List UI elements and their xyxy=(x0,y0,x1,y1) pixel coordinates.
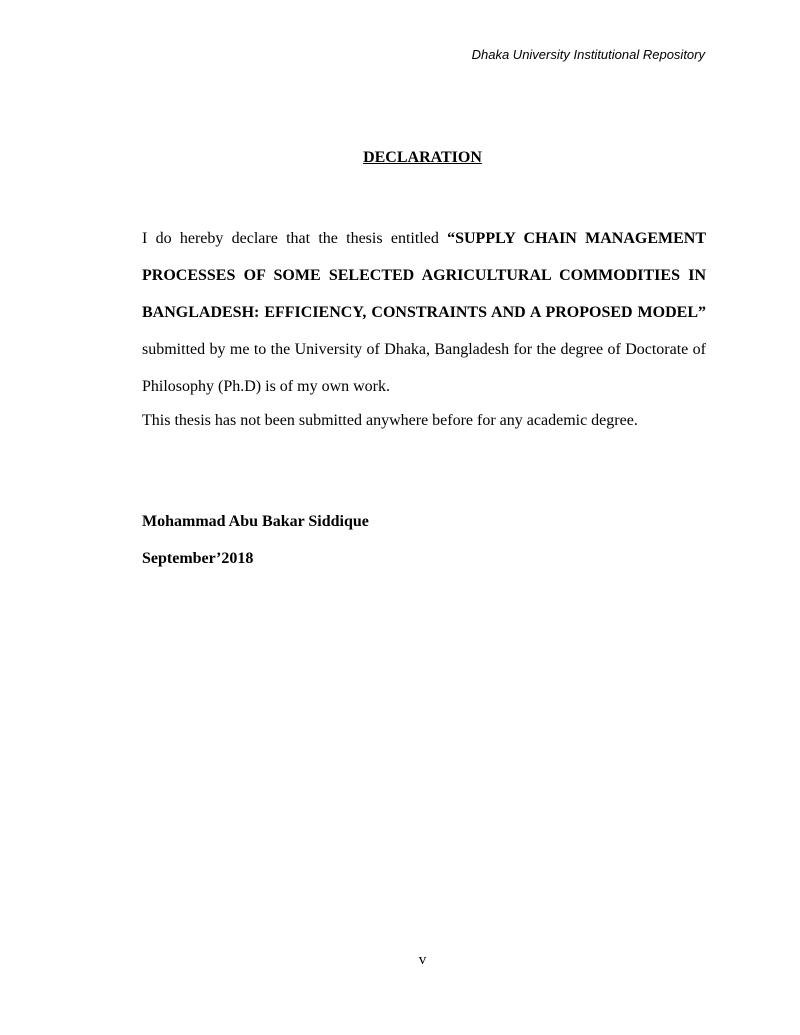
signature-date: September’2018 xyxy=(142,550,254,567)
declaration-note: This thesis has not been submitted anywhere before for any academic degree. xyxy=(142,412,638,429)
repository-header: Dhaka University Institutional Repository xyxy=(471,47,705,62)
declaration-paragraph xyxy=(142,220,706,405)
thesis-title: “SUPPLY CHAIN MANAGEMENT PROCESSES OF SOME SELECTED AGRICULTURAL COMMODITIES IN BANGLADESH: EFFICIENCY, CONSTRAINTS AND A PROPOSED MODEL” xyxy=(142,230,706,321)
author-name: Mohammad Abu Bakar Siddique xyxy=(142,513,369,530)
signature-block xyxy=(142,503,369,577)
declaration-rest: submitted by me to the University of Dhaka, Bangladesh for the degree of Doctorate of Philosophy (Ph.D) is of my own work. xyxy=(142,341,706,395)
page-number: v xyxy=(418,952,427,968)
declaration-intro: I do hereby declare that the thesis entitled xyxy=(142,230,448,247)
page-title: DECLARATION xyxy=(363,149,482,166)
